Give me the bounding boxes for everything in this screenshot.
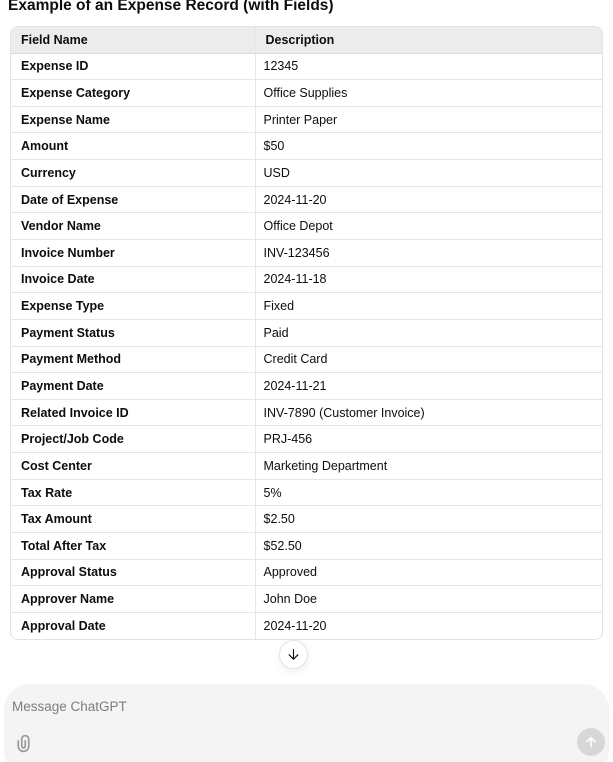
field-name-cell: Payment Date [11,373,255,400]
field-name-cell: Cost Center [11,453,255,480]
description-cell: INV-123456 [255,239,602,266]
message-composer [4,684,609,762]
send-button[interactable] [577,728,605,756]
table-row [11,186,602,213]
table-row [11,559,602,586]
field-name-cell: Invoice Number [11,239,255,266]
description-cell: Approved [255,559,602,586]
field-name-cell: Expense ID [11,53,255,80]
field-name-cell: Expense Type [11,293,255,320]
description-cell: Credit Card [255,346,602,373]
description-cell: PRJ-456 [255,426,602,453]
field-name-cell: Expense Name [11,106,255,133]
table-row [11,239,602,266]
field-name-cell: Project/Job Code [11,426,255,453]
table-row [11,213,602,240]
message-input[interactable]: Message ChatGPT [12,699,127,714]
table-row [11,53,602,80]
table-row [11,479,602,506]
table-row [11,133,602,160]
field-name-cell: Date of Expense [11,186,255,213]
description-cell: Marketing Department [255,453,602,480]
paperclip-icon [13,733,34,754]
table-row [11,533,602,560]
field-name-cell: Approval Date [11,612,255,639]
table-row [11,346,602,373]
field-name-cell: Currency [11,160,255,187]
column-header-field-name: Field Name [11,27,255,53]
field-name-cell: Approver Name [11,586,255,613]
table-row [11,399,602,426]
table-row [11,506,602,533]
description-cell: 12345 [263,59,299,74]
table-header-row [11,27,602,53]
table-row [11,293,602,320]
field-name-cell: Amount [11,133,255,160]
arrow-down-icon [286,647,301,662]
description-cell: 5% [255,479,602,506]
description-cell: Fixed [255,293,602,320]
description-cell: 2024-11-21 [255,373,602,400]
table-row [11,373,602,400]
table-row [11,266,602,293]
field-name-cell: Approval Status [11,559,255,586]
description-cell: INV-7890 (Customer Invoice) [255,399,602,426]
column-header-description: Description [255,27,602,53]
attach-button[interactable] [9,729,37,757]
field-name-cell: Expense Category [11,80,255,107]
table-row [11,586,602,613]
table-row [11,612,602,639]
field-name-cell: Vendor Name [11,213,255,240]
description-cell: Paid [255,319,602,346]
description-cell: Office Depot [255,213,602,240]
field-name-cell: Total After Tax [11,533,255,560]
description-cell: Printer Paper [255,106,602,133]
scroll-to-bottom-button[interactable] [279,640,308,669]
field-name-cell: Related Invoice ID [11,399,255,426]
description-cell: 2024-11-18 [255,266,602,293]
description-cell: USD [255,160,602,187]
table-row [11,453,602,480]
description-cell: John Doe [255,586,602,613]
description-cell: $2.50 [255,506,602,533]
table-row [11,106,602,133]
description-cell: 2024-11-20 [255,612,602,639]
field-name-cell: Tax Rate [11,479,255,506]
description-cell: 2024-11-20 [255,186,602,213]
table-row [11,319,602,346]
description-cell: Office Supplies [255,80,602,107]
arrow-up-icon [583,734,599,750]
expense-record-table [10,26,603,640]
field-name-cell: Tax Amount [11,506,255,533]
table-row [11,426,602,453]
description-cell: $50 [255,133,602,160]
description-cell: $52.50 [255,533,602,560]
field-name-cell: Invoice Date [11,266,255,293]
field-name-cell: Payment Status [11,319,255,346]
field-name-cell: Payment Method [11,346,255,373]
table-row [11,80,602,107]
page-title: Example of an Expense Record (with Fields) [8,0,334,14]
table-row [11,160,602,187]
